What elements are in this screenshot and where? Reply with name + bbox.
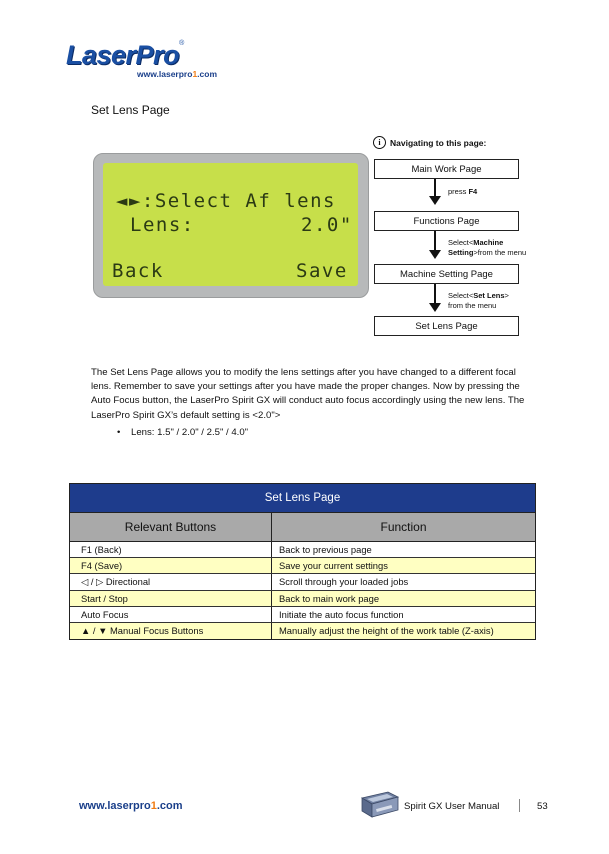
flow-arrow-down-icon [429, 303, 441, 312]
flow-arrow-down-icon [429, 196, 441, 205]
flow-note-3: Select<Set Lens> from the menu [448, 291, 509, 310]
flow-arrow-down-icon [429, 250, 441, 259]
flow-note-2: Select<Machine Setting>from the menu [448, 238, 527, 257]
flow-box-main-work: Main Work Page [374, 159, 519, 179]
lcd-line-1: ◄►:Select Af lens [116, 190, 336, 212]
table-row: F1 (Back) Back to previous page [70, 542, 535, 558]
flow-box-machine-setting: Machine Setting Page [374, 264, 519, 284]
flow-arrow-line [434, 179, 436, 196]
laser-engraver-image [358, 788, 400, 820]
flow-arrow-line [434, 284, 436, 304]
table-header-row [70, 513, 535, 542]
flow-arrow-line [434, 231, 436, 251]
lcd-lens-label: Lens: [130, 214, 195, 236]
table-title: Set Lens Page [70, 484, 535, 513]
table-row: ▲ / ▼ Manual Focus Buttons Manually adjust the height of the work table (Z-axis) [70, 623, 535, 639]
page-number: 53 [537, 801, 548, 812]
lens-options-text: Lens: 1.5" / 2.0" / 2.5" / 4.0" [131, 427, 249, 438]
lcd-softkey-back: Back [112, 260, 164, 282]
footer-divider [519, 799, 520, 812]
table-row: Auto Focus Initiate the auto focus function [70, 607, 535, 623]
page-title: Set Lens Page [91, 103, 170, 117]
flow-note-1: press F4 [448, 187, 478, 196]
lcd-softkey-save: Save [296, 260, 348, 282]
description-paragraph: The Set Lens Page allows you to modify the lens settings after you have changed to a different focal lens. Remember to save your settings after you have made the proper changes. Now by pressing the Auto Focus button, the LaserPro Spirit GX will conduct auto focus accordingly using the new lens. The LaserPro Spirit GX’s default setting is <2.0"> [91, 367, 525, 421]
logo-text: LaserPro [66, 40, 180, 70]
info-icon: i [373, 136, 386, 149]
navigation-heading-text: Navigating to this page: [390, 137, 487, 148]
table-row: F4 (Save) Save your current settings [70, 558, 535, 574]
lcd-lens-value: 2.0" [301, 214, 353, 236]
navigation-heading [373, 136, 486, 149]
set-lens-buttons-table [69, 483, 536, 640]
logo-url: www.laserpro1.com [137, 69, 218, 79]
column-header-function: Function [380, 520, 427, 534]
table-row: ◁ / ▷ Directional Scroll through your loaded jobs [70, 574, 535, 590]
footer-manual-title: Spirit GX User Manual [404, 801, 500, 812]
table-row: Start / Stop Back to main work page [70, 591, 535, 607]
lens-options-bullet: • Lens: 1.5" / 2.0" / 2.5" / 4.0" [117, 427, 249, 438]
logo-registered-mark: ® [179, 40, 185, 47]
flow-box-functions: Functions Page [374, 211, 519, 231]
laserpro-logo [66, 40, 196, 68]
flow-box-set-lens: Set Lens Page [374, 316, 519, 336]
column-header-buttons: Relevant Buttons [70, 513, 272, 541]
footer-url: www.laserpro1.com [79, 800, 183, 812]
